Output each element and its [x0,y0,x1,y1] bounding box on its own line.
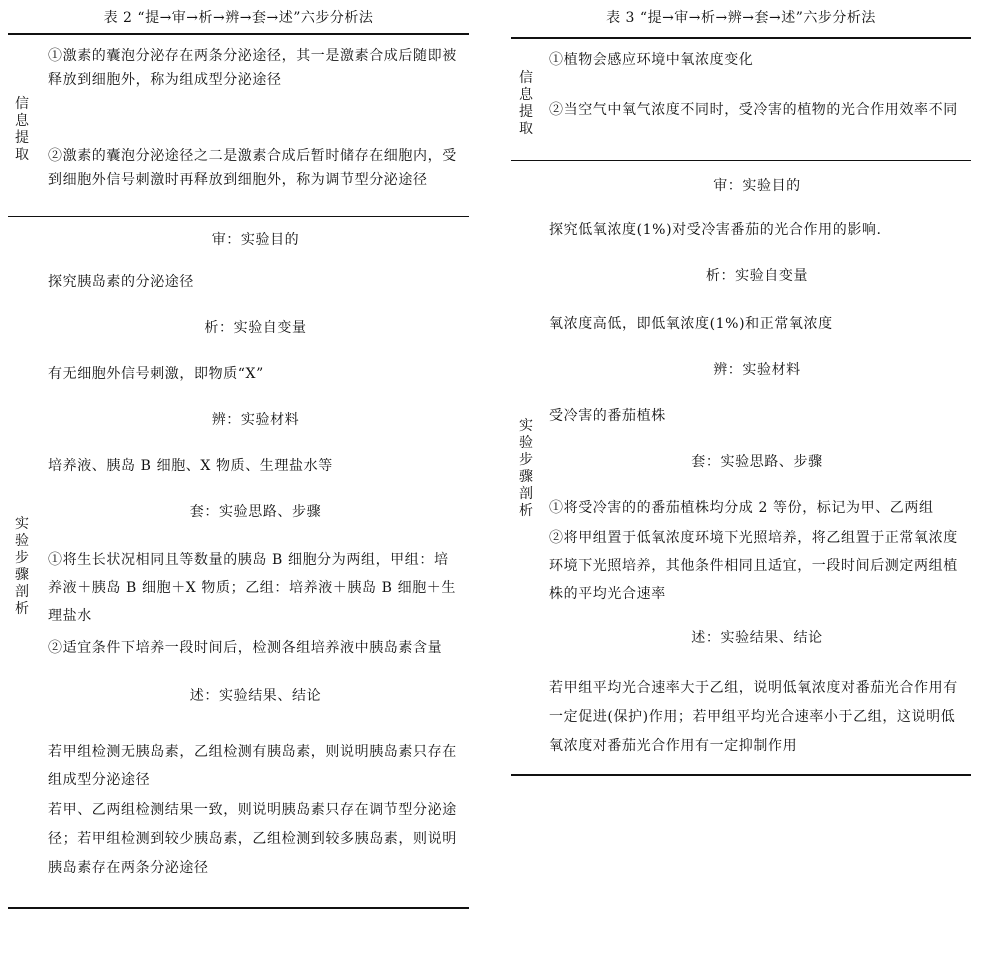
experiment-analysis-label: 实 验 步 骤 剖 析 [519,418,533,519]
section-divider [8,216,469,217]
experiment-analysis-label: 实 验 步 骤 剖 析 [15,516,29,617]
info-item-2: ②当空气中氧气浓度不同时，受冷害的植物的光合作用效率不同 [549,102,958,118]
tao-step-1: ①将生长状况相同且等数量的胰岛 B 细胞分为两组，甲组：培养液＋胰岛 B 细胞＋X 物质；乙组：培养液＋胰岛 B 细胞＋生理盐水 [48,552,456,624]
section-divider [511,160,971,161]
tao-step-2: ②适宜条件下培养一段时间后，检测各组培养液中胰岛素含量 [48,640,443,656]
top-rule [511,37,971,39]
xi-heading: 析：实验自变量 [705,268,809,284]
xi-text: 氧浓度高低，即低氧浓度(1%)和正常氧浓度 [549,316,833,332]
shu-text-1: 若甲组检测无胰岛素，乙组检测有胰岛素，则说明胰岛素只存在组成型分泌途径 [48,744,457,788]
shu-text-2: 若甲、乙两组检测结果一致，则说明胰岛素只存在调节型分泌途径；若甲组检测到较少胰岛素，乙组检测到较多胰岛素，则说明胰岛素存在两条分泌途径 [48,802,457,876]
xi-heading: 析：实验自变量 [204,320,307,336]
bian-heading: 辨：实验材料 [211,412,300,428]
bottom-rule [511,774,971,776]
table-2-caption: 表 2 “提→审→析→辨→套→述”六步分析法 [103,10,374,26]
bian-heading: 辨：实验材料 [713,362,801,378]
tao-heading: 套：实验思路、步骤 [691,454,823,470]
tao-step-1: ①将受冷害的的番茄植株均分成 2 等份，标记为甲、乙两组 [549,500,934,516]
shu-heading: 述：实验结果、结论 [691,630,823,646]
xi-text: 有无细胞外信号刺激，即物质“X” [48,366,264,382]
shu-heading: 述：实验结果、结论 [189,688,322,704]
bian-text: 受冷害的番茄植株 [549,408,666,424]
info-extraction-label: 信 息 提 取 [519,70,533,137]
info-item-1: ①植物会感应环境中氧浓度变化 [549,52,754,68]
bian-text: 培养液、胰岛 B 细胞、X 物质、生理盐水等 [48,458,333,474]
shen-text: 探究胰岛素的分泌途径 [48,274,194,290]
bottom-rule [8,907,469,909]
info-item-2: ②激素的囊泡分泌途径之二是激素合成后暂时储存在细胞内，受到细胞外信号刺激时再释放到细胞外，称为调节型分泌途径 [48,148,457,188]
shen-text: 探究低氧浓度(1%)对受冷害番茄的光合作用的影响. [549,222,882,238]
shu-text: 若甲组平均光合速率大于乙组，说明低氧浓度对番茄光合作用有一定促进(保护)作用；若甲组平均光合速率小于乙组，这说明低氧浓度对番茄光合作用有一定抑制作用 [549,680,958,754]
top-rule [8,33,469,35]
info-extraction-label: 信 息 提 取 [15,96,29,163]
table-3-caption: 表 3 “提→审→析→辨→套→述”六步分析法 [606,10,876,26]
info-item-1: ①激素的囊泡分泌存在两条分泌途径，其一是激素合成后随即被释放到细胞外，称为组成型分泌途径 [48,48,457,88]
tao-heading: 套：实验思路、步骤 [189,504,322,520]
shen-heading: 审：实验目的 [713,178,801,194]
tao-step-2: ②将甲组置于低氧浓度环境下光照培养，将乙组置于正常氧浓度环境下光照培养，其他条件相同且适宜，一段时间后测定两组植株的平均光合速率 [549,530,958,602]
shen-heading: 审：实验目的 [211,232,300,248]
